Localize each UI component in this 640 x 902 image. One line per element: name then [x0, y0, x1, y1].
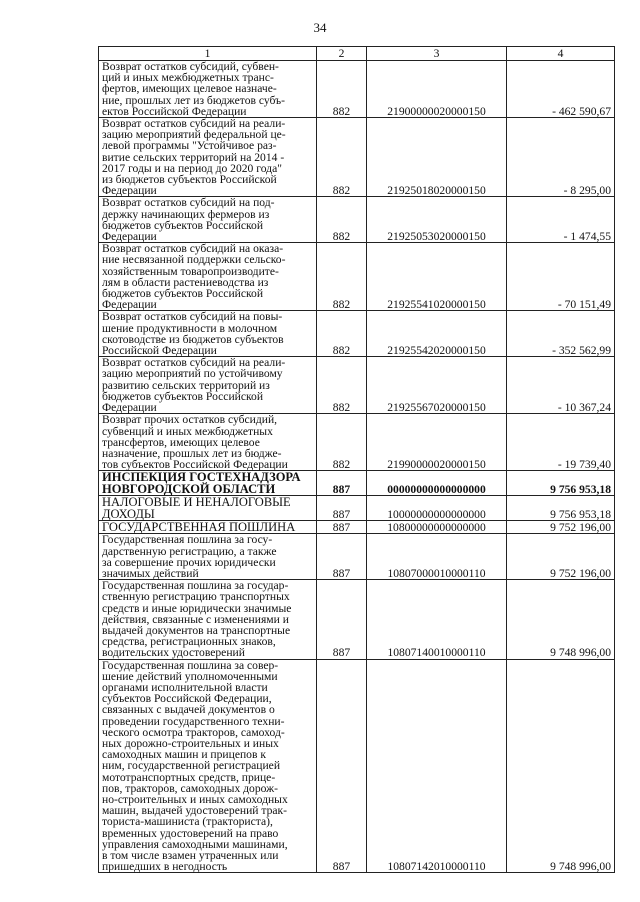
row-budget-code: 21925053020000150 — [367, 197, 507, 243]
table-row — [99, 414, 615, 471]
row-amount: - 19 739,40 — [507, 414, 615, 471]
row-amount: - 10 367,24 — [507, 357, 615, 414]
table-row — [99, 357, 615, 414]
page-number: 34 — [313, 20, 327, 35]
row-admin-code: 882 — [317, 61, 367, 118]
row-budget-code: 10807140010000110 — [367, 580, 507, 659]
row-admin-code: 882 — [317, 357, 367, 414]
row-admin-code: 887 — [317, 471, 367, 496]
table-row — [99, 243, 615, 311]
table-row — [99, 311, 615, 357]
row-description: Возврат остатков субсидий на реали- зацию мероприятий по устойчивому развитию сельских территорий из бюджетов субъектов Российской Федерации — [99, 357, 317, 414]
row-budget-code: 21925567020000150 — [367, 357, 507, 414]
row-amount: - 352 562,99 — [507, 311, 615, 357]
column-header-2: 2 — [317, 47, 367, 61]
row-budget-code: 21925018020000150 — [367, 118, 507, 197]
table-header-row — [99, 47, 615, 61]
table-row — [99, 61, 615, 118]
row-budget-code: 21900000020000150 — [367, 61, 507, 118]
row-amount: - 70 151,49 — [507, 243, 615, 311]
table-row — [99, 521, 615, 534]
row-admin-code: 882 — [317, 311, 367, 357]
table-row — [99, 659, 615, 873]
row-description: ГОСУДАРСТВЕННАЯ ПОШЛИНА — [99, 521, 317, 534]
table-row — [99, 197, 615, 243]
row-amount: 9 752 196,00 — [507, 534, 615, 580]
row-admin-code: 887 — [317, 534, 367, 580]
row-amount: - 1 474,55 — [507, 197, 615, 243]
row-admin-code: 887 — [317, 496, 367, 521]
row-amount: - 462 590,67 — [507, 61, 615, 118]
table-row — [99, 534, 615, 580]
row-budget-code: 10807000010000110 — [367, 534, 507, 580]
row-admin-code: 882 — [317, 197, 367, 243]
table-row — [99, 496, 615, 521]
row-description: Государственная пошлина за государ- ственную регистрацию транспортных средств и иные юридически значимые действия, связанные с изменениями и выдачей документов на транспортные средства, регистрационных знаков, водительских удостоверений — [99, 580, 317, 659]
table-row — [99, 580, 615, 659]
row-description: Возврат остатков субсидий на оказа- ние несвязанной поддержки сельско- хозяйственным товаропроизводите- лям в области растениеводства из бюджетов субъектов Российской Федерации — [99, 243, 317, 311]
row-amount: 9 756 953,18 — [507, 496, 615, 521]
row-description: Возврат прочих остатков субсидий, субвенций и иных межбюджетных трансфертов, имеющих целевое назначение, прошлых лет из бюдже- тов субъектов Российской Федерации — [99, 414, 317, 471]
row-description: Государственная пошлина за госу- дарственную регистрацию, а также за совершение прочих юридически значимых действий — [99, 534, 317, 580]
row-budget-code: 21925542020000150 — [367, 311, 507, 357]
table-row — [99, 118, 615, 197]
column-header-1: 1 — [99, 47, 317, 61]
row-description: ИНСПЕКЦИЯ ГОСТЕХНАДЗОРА НОВГОРОДСКОЙ ОБЛАСТИ — [99, 471, 317, 496]
row-admin-code: 887 — [317, 521, 367, 534]
row-description: Государственная пошлина за совер- шение действий уполномоченными органами исполнительной власти субъектов Российской Федерации, связанных с выдачей документов о проведении государственного техни- ческого осмотра тракторов, самоход- ных дорожно-строительных и иных самоходных машин и прицепов к ним, государственной регистрацией мототранспортных средств, прице- пов, тракторов, самоходных дорож- но-строительных и иных самоходных машин, выдачей удостоверений трак- ториста-машиниста (тракториста), временных удостоверений на право управления самоходными машинами, в том числе взамен утраченных или пришедших в негодность — [99, 659, 317, 873]
row-amount: - 8 295,00 — [507, 118, 615, 197]
row-budget-code: 21990000020000150 — [367, 414, 507, 471]
table-body — [99, 61, 615, 873]
row-admin-code: 887 — [317, 659, 367, 873]
row-budget-code: 10800000000000000 — [367, 521, 507, 534]
table-row — [99, 471, 615, 496]
row-admin-code: 882 — [317, 414, 367, 471]
budget-revenue-table — [98, 46, 615, 873]
row-description: Возврат остатков субсидий на повы- шение продуктивности в молочном скотоводстве из бюджетов субъектов Российской Федерации — [99, 311, 317, 357]
row-amount: 9 748 996,00 — [507, 580, 615, 659]
row-amount: 9 752 196,00 — [507, 521, 615, 534]
row-budget-code: 21925541020000150 — [367, 243, 507, 311]
column-header-3: 3 — [367, 47, 507, 61]
row-budget-code: 10807142010000110 — [367, 659, 507, 873]
row-admin-code: 887 — [317, 580, 367, 659]
row-description: Возврат остатков субсидий на реали- зацию мероприятий федеральной це- левой программы "Устойчивое раз- витие сельских территорий на 2014 - 2017 годы и на период до 2020 года" из бюджетов субъектов Российской Федерации — [99, 118, 317, 197]
row-description: Возврат остатков субсидий, субвен- ций и иных межбюджетных транс- фертов, имеющих целевое назначе- ние, прошлых лет из бюджетов субъ- ектов Российской Федерации — [99, 61, 317, 118]
row-admin-code: 882 — [317, 118, 367, 197]
row-description: Возврат остатков субсидий на под- держку начинающих фермеров из бюджетов субъектов Российской Федерации — [99, 197, 317, 243]
row-budget-code: 10000000000000000 — [367, 496, 507, 521]
column-header-4: 4 — [507, 47, 615, 61]
row-amount: 9 756 953,18 — [507, 471, 615, 496]
row-budget-code: 00000000000000000 — [367, 471, 507, 496]
row-description: НАЛОГОВЫЕ И НЕНАЛОГОВЫЕ ДОХОДЫ — [99, 496, 317, 521]
row-amount: 9 748 996,00 — [507, 659, 615, 873]
row-admin-code: 882 — [317, 243, 367, 311]
